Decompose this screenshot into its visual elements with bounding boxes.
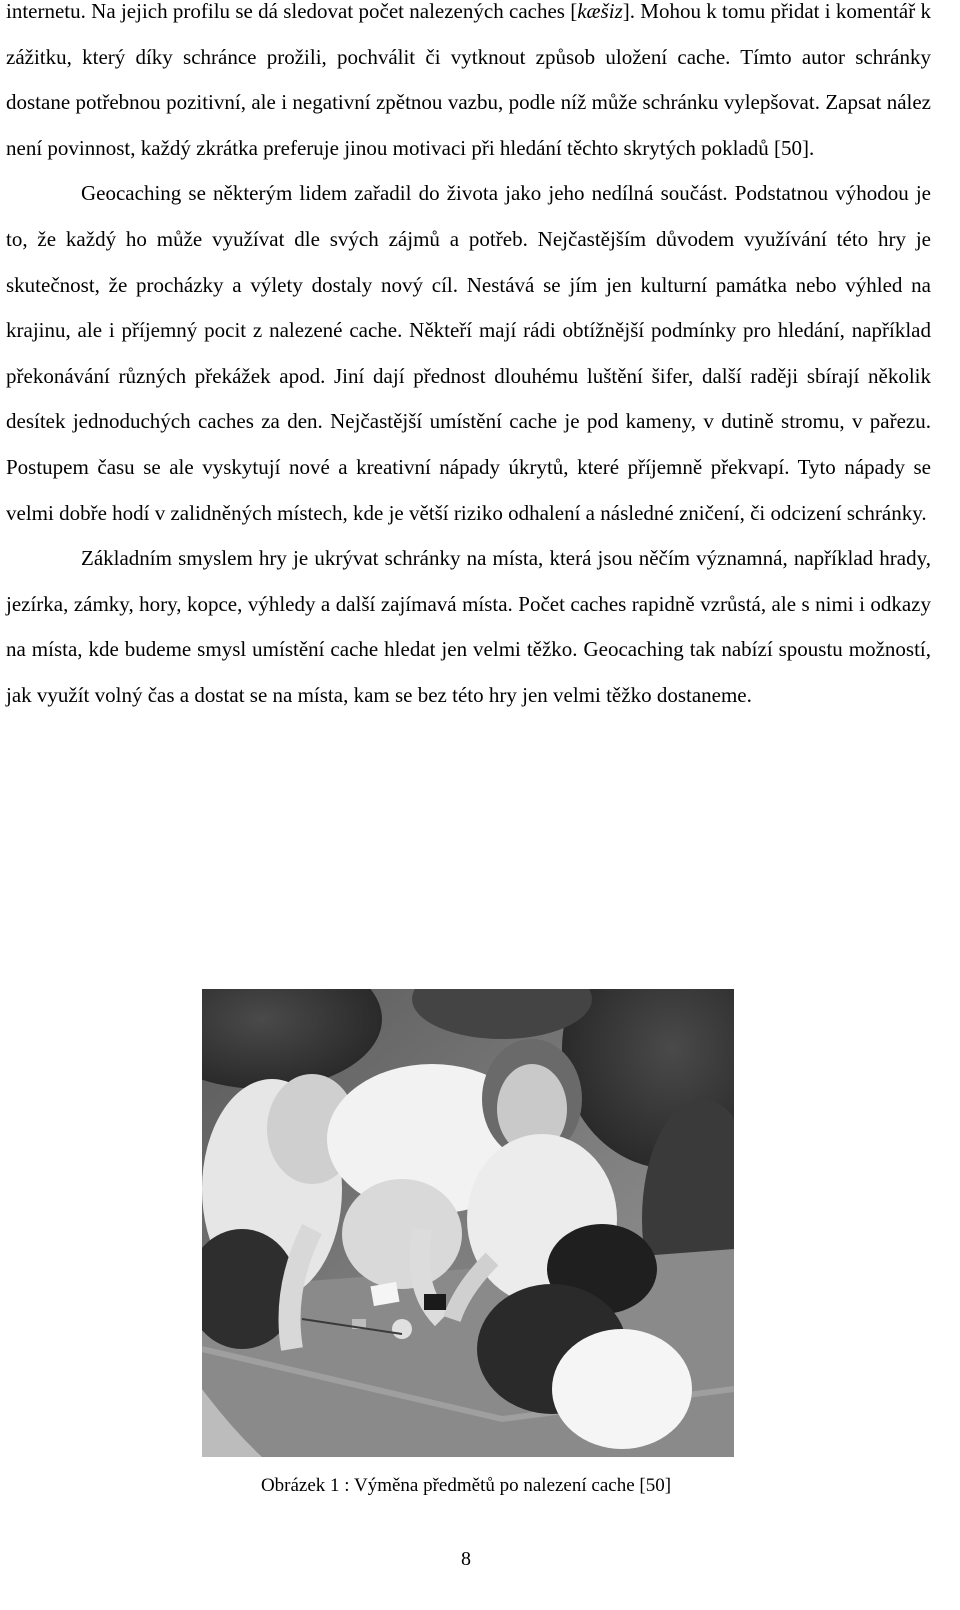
document-page [6,0,931,719]
photo-children-exchanging-items [202,989,734,1457]
paragraph-2: Geocaching se některým lidem zařadil do života jako jeho nedílná součást. Podstatnou výhodou je to, že každý ho může využívat dle svých zájmů a potřeb. Nejčastějším důvodem využívání této hry je skutečnost, že procházky a výlety dostaly nový cíl. Nestává se jím jen kulturní památka nebo výhled na krajinu, ale i příjemný pocit z nalezené cache. Někteří mají rádi obtížnější podmínky pro hledání, například překonávání různých překážek apod. Jiní dají přednost dlouhému luštění šifer, další raději sbírají několik desítek jednoduchých caches za den. Nejčastější umístění cache je pod kameny, v dutině stromu, v pařezu. Postupem času se ale vyskytují nové a kreativní nápady úkrytů, které příjemně překvapí. Tyto nápady se velmi dobře hodí v zalidněných místech, kde je větší riziko odhalení a následné zničení, či odcizení schránky. [6,181,931,525]
paragraph-3: Základním smyslem hry je ukrývat schránky na místa, která jsou něčím významná, například hrady, jezírka, zámky, hory, kopce, výhledy a další zajímavá místa. Počet caches rapidně vzrůstá, ale s nimi i odkazy na místa, kde budeme smysl umístění cache hledat jen velmi těžko. Geocaching tak nabízí spoustu možností, jak využít volný čas a dostat se na místa, kam se bez této hry jen velmi těžko dostaneme. [6,546,931,707]
paragraph-1-text-end: ]. Mohou k tomu přidat i komentář k zážitku, který díky schránce prožili, pochválit či vytknout způsob uložení cache. Tímto autor schránky dostane potřebnou pozitivní, ale i negativní zpětnou vazbu, podle níž může schránku vylepšovat. Zapsat nález není povinnost, každý zkrátka preferuje jinou motivaci při hledání těchto skrytých pokladů [50]. [6,0,931,160]
pronunciation-transcription: kæšiz [577,0,623,23]
paragraph-1 [6,0,931,171]
page-number: 8 [461,1548,471,1570]
paragraph-1-text-start: internetu. Na jejich profilu se dá sledovat počet nalezených caches [ [6,0,578,23]
figure-caption: Obrázek 1 : Výměna předmětů po nalezení cache [50] [260,1475,672,1496]
figure-photo [202,989,734,1457]
